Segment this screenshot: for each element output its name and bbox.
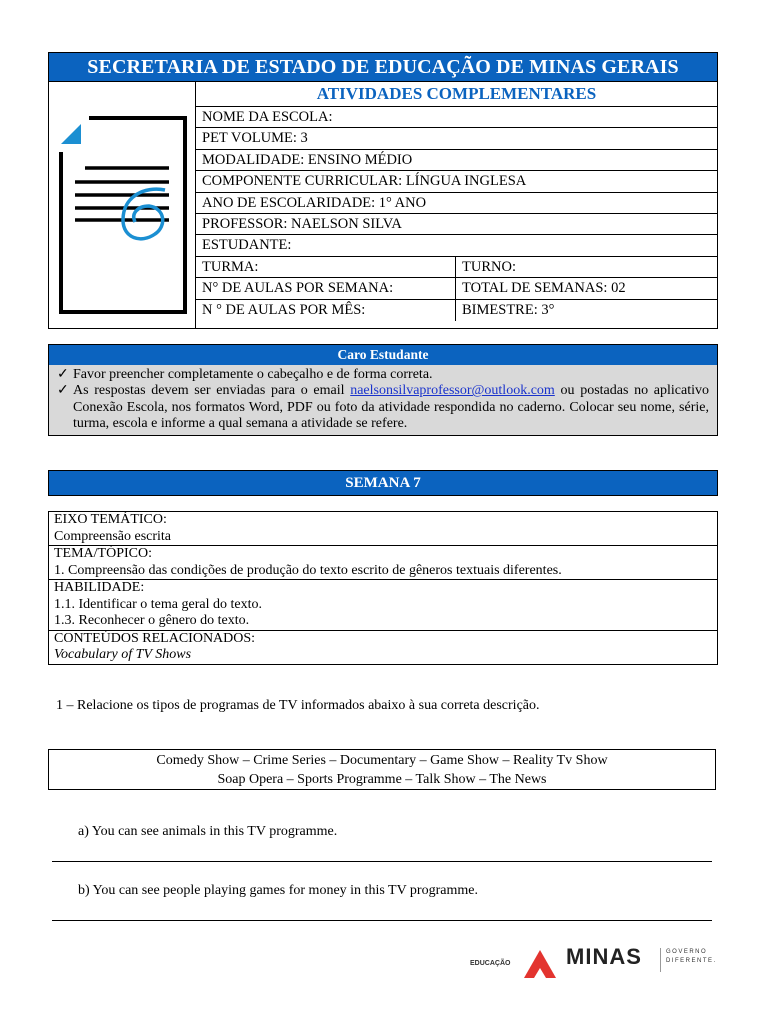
conteudos-cell: CONTEÚDOS RELACIONADOS: Vocabulary of TV Shows <box>54 630 256 662</box>
header-title: SECRETARIA DE ESTADO DE EDUCAÇÃO DE MINAS GERAIS <box>49 53 717 82</box>
instruction-item: ✓ As respostas devem ser enviadas para o email naelsonsilvaprofessor@outlook.com ou postadas no aplicativo Conexão Escola, nos formatos Word, PDF ou foto da atividade respondida no caderno. Colocar seu nome, série, turma, escola e informe a qual semana a atividade se refere. <box>57 383 709 431</box>
email-link[interactable]: naelsonsilvaprofessor@outlook.com <box>350 383 555 399</box>
eixo-table <box>48 511 718 665</box>
answer-line-b[interactable] <box>52 920 712 921</box>
question-1: 1 – Relacione os tipos de programas de TV informados abaixo à sua correta descrição. <box>56 698 540 713</box>
document-icon <box>49 82 195 328</box>
field-modalidade: MODALIDADE: ENSINO MÉDIO <box>196 150 717 171</box>
field-turma: TURMA: <box>202 258 259 275</box>
educacao-text: EDUCAÇÃO <box>470 960 511 967</box>
governo-text: GOVERNO DIFERENTE. <box>666 949 717 964</box>
field-componente: COMPONENTE CURRICULAR: LÍNGUA INGLESA <box>196 171 717 192</box>
field-estudante: ESTUDANTE: <box>196 235 717 256</box>
footer-logo <box>470 940 715 982</box>
options-box: Comedy Show – Crime Series – Documentary – Game Show – Reality Tv Show Soap Opera – Sports Programme – Talk Show – The News <box>48 749 716 790</box>
header-table <box>48 52 718 329</box>
eixo-cell: EIXO TEMÁTICO: Compreensão escrita <box>49 512 717 546</box>
field-professor: PROFESSOR: NAELSON SILVA <box>196 214 717 235</box>
field-bimestre: BIMESTRE: 3° <box>455 300 554 321</box>
minas-triangle-icon <box>520 946 560 980</box>
field-pet: PET VOLUME: 3 <box>196 128 717 149</box>
check-icon: ✓ <box>57 383 69 399</box>
semana-heading: SEMANA 7 <box>48 470 718 496</box>
field-aulas-semana: N° DE AULAS POR SEMANA: <box>202 280 394 297</box>
field-turma-row <box>196 257 717 278</box>
item-b: b) You can see people playing games for money in this TV programme. <box>78 883 478 898</box>
field-ano: ANO DE ESCOLARIDADE: 1° ANO <box>196 193 717 214</box>
habilidade-cell: HABILIDADE: 1.1. Identificar o tema geral do texto. 1.3. Reconhecer o gênero do texto. <box>49 580 717 631</box>
field-total-semanas: TOTAL DE SEMANAS: 02 <box>455 278 626 298</box>
caro-estudante-box <box>48 344 718 436</box>
tema-cell: TEMA/TÓPICO: 1. Compreensão das condições de produção do texto escrito de gêneros textuais diferentes. <box>49 546 717 580</box>
field-turno: TURNO: <box>455 257 516 277</box>
answer-line-a[interactable] <box>52 861 712 862</box>
subtitle: ATIVIDADES COMPLEMENTARES <box>196 82 717 107</box>
minas-text: MINAS <box>566 944 642 969</box>
document-icon-cell <box>49 82 196 328</box>
footer-divider <box>660 948 661 972</box>
field-escola: NOME DA ESCOLA: <box>196 107 717 128</box>
item-a: a) You can see animals in this TV programme. <box>78 824 338 839</box>
check-icon: ✓ <box>57 367 69 382</box>
field-aulas-mes: N ° DE AULAS POR MÊS: <box>202 301 366 318</box>
caro-title: Caro Estudante <box>49 345 717 365</box>
instruction-item: ✓ Favor preencher completamente o cabeçalho e de forma correta. <box>57 367 433 382</box>
field-aulas-mes-row <box>196 300 717 321</box>
field-aulas-semana-row <box>196 278 717 299</box>
